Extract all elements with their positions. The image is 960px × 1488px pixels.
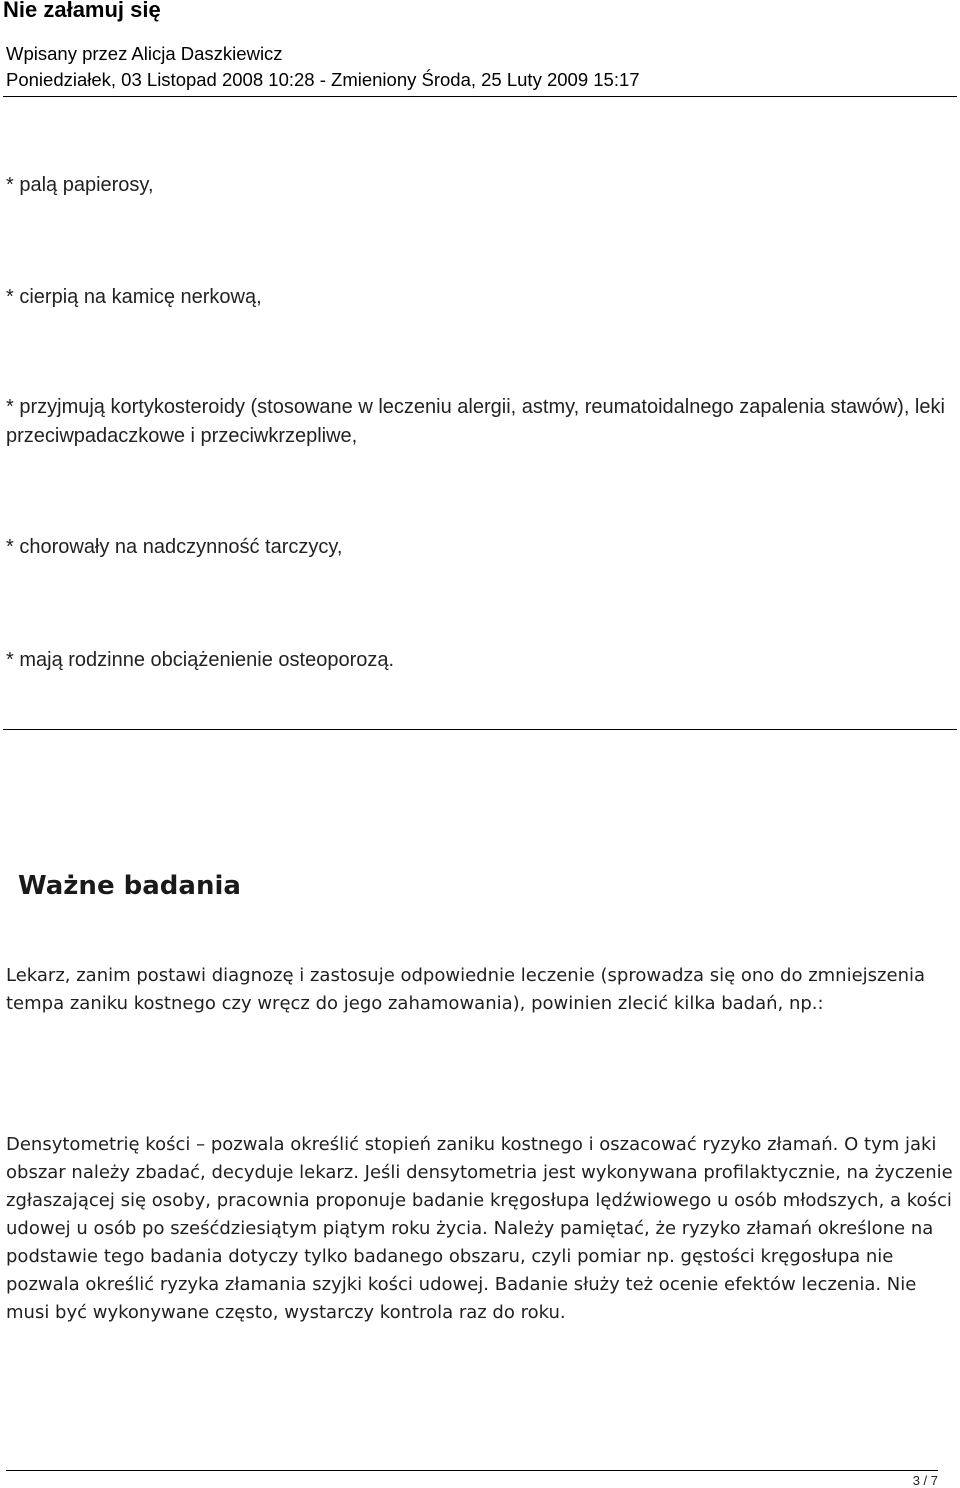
list-item: * palą papierosy, <box>6 174 154 196</box>
section-heading: Ważne badania <box>18 871 241 901</box>
page-number: 3 / 7 <box>912 1473 938 1488</box>
section-divider <box>3 729 957 730</box>
paragraph-intro: Lekarz, zanim postawi diagnozę i zastosuje odpowiednie leczenie (sprowadza się ono do zmniejszenia tempa zaniku kostnego czy wręcz do jego zahamowania), powinien zlecić kilka badań, np.: <box>6 965 926 1014</box>
list-item: * mają rodzinne obciążenienie osteoporozą. <box>6 649 395 671</box>
document-title: Nie załamuj się <box>3 0 161 22</box>
header-divider <box>3 96 957 97</box>
paragraph-densitometry: Densytometrię kości – pozwala określić stopień zaniku kostnego i oszacować ryzyko złamań. O tym jaki obszar należy zbadać, decyduje lekarz. Jeśli densytometria jest wykonywana profilaktycznie, na życzenie zgłaszającej się osoby, pracownia proponuje badanie kręgosłupa lędźwiowego u osób młodszych, a kości udowej u osób po sześćdziesiątym piątym roku życia. Należy pamiętać, że ryzyko złamań określone na podstawie tego badania dotyczy tylko badanego obszaru, czyli pomiar np. gęstości kręgosłupa nie pozwala określić ryzyka złamania szyjki kości udowej. Badanie służy też ocenie efektów leczenia. Nie musi być wykonywane często, wystarczy kontrola raz do roku. <box>6 1134 953 1323</box>
dates-line: Poniedziałek, 03 Listopad 2008 10:28 - Zmieniony Środa, 25 Luty 2009 15:17 <box>6 69 640 90</box>
list-item: * cierpią na kamicę nerkową, <box>6 286 262 308</box>
author-line: Wpisany przez Alicja Daszkiewicz <box>6 43 283 64</box>
list-item: * przyjmują kortykosteroidy (stosowane w leczeniu alergii, astmy, reumatoidalnego zapalenia stawów), leki przeciwpadaczkowe i przeciwkrzepliwe, <box>6 396 945 447</box>
footer-divider <box>6 1470 938 1471</box>
list-item: * chorowały na nadczynność tarczycy, <box>6 536 343 558</box>
